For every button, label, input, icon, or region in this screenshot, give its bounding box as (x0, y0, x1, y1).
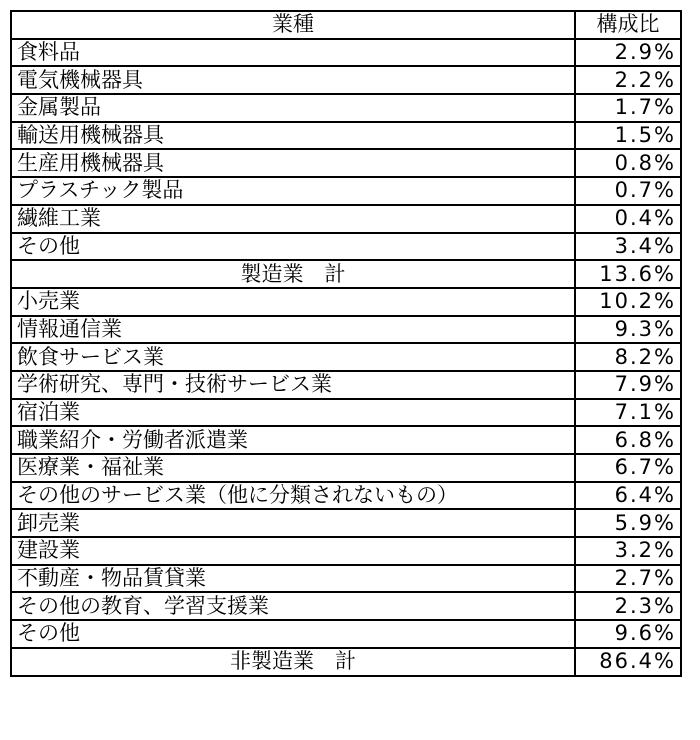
ratio-value: 6.4% (575, 482, 681, 510)
table-row (11, 288, 681, 316)
table-row (11, 205, 681, 233)
industry-name: その他の教育、学習支援業 (11, 592, 575, 620)
table-row (11, 399, 681, 427)
ratio-value: 5.9% (575, 509, 681, 537)
header-industry: 業種 (11, 11, 575, 39)
ratio-value: 7.1% (575, 399, 681, 427)
header-ratio: 構成比 (575, 11, 681, 39)
industry-name: 飲食サービス業 (11, 343, 575, 371)
subtotal-row (11, 260, 681, 288)
industry-name: その他 (11, 620, 575, 648)
table-row (11, 122, 681, 150)
ratio-value: 2.9% (575, 39, 681, 67)
table-row (11, 233, 681, 261)
table-row (11, 454, 681, 482)
subtotal-row (11, 648, 681, 676)
ratio-value: 10.2% (575, 288, 681, 316)
table-row (11, 620, 681, 648)
industry-ratio-table (10, 10, 682, 677)
table-row (11, 94, 681, 122)
table-row (11, 66, 681, 94)
ratio-value: 1.7% (575, 94, 681, 122)
industry-name: 製造業 計 (11, 260, 575, 288)
header-row (11, 11, 681, 39)
ratio-value: 0.4% (575, 205, 681, 233)
industry-name: 電気機械器具 (11, 66, 575, 94)
ratio-value: 2.2% (575, 66, 681, 94)
ratio-value: 6.7% (575, 454, 681, 482)
table-row (11, 39, 681, 67)
table-row (11, 343, 681, 371)
table-row (11, 509, 681, 537)
industry-name: 職業紹介・労働者派遣業 (11, 426, 575, 454)
table-row (11, 537, 681, 565)
ratio-value: 13.6% (575, 260, 681, 288)
industry-name: 不動産・物品賃貸業 (11, 565, 575, 593)
industry-name: その他 (11, 233, 575, 261)
ratio-value: 9.3% (575, 316, 681, 344)
industry-name: 非製造業 計 (11, 648, 575, 676)
ratio-value: 6.8% (575, 426, 681, 454)
ratio-value: 3.2% (575, 537, 681, 565)
industry-name: 小売業 (11, 288, 575, 316)
table-row (11, 316, 681, 344)
table-row (11, 565, 681, 593)
ratio-value: 0.7% (575, 177, 681, 205)
ratio-value: 0.8% (575, 149, 681, 177)
ratio-value: 3.4% (575, 233, 681, 261)
industry-name: 宿泊業 (11, 399, 575, 427)
industry-name: 卸売業 (11, 509, 575, 537)
industry-name: 輸送用機械器具 (11, 122, 575, 150)
industry-name: 金属製品 (11, 94, 575, 122)
industry-name: 情報通信業 (11, 316, 575, 344)
industry-name: 医療業・福祉業 (11, 454, 575, 482)
table-row (11, 426, 681, 454)
table-row (11, 371, 681, 399)
industry-name: 繊維工業 (11, 205, 575, 233)
ratio-value: 8.2% (575, 343, 681, 371)
industry-name: 生産用機械器具 (11, 149, 575, 177)
industry-name: その他のサービス業（他に分類されないもの） (11, 482, 575, 510)
table-row (11, 482, 681, 510)
industry-name: 食料品 (11, 39, 575, 67)
ratio-value: 9.6% (575, 620, 681, 648)
ratio-value: 7.9% (575, 371, 681, 399)
table-body (11, 39, 681, 676)
ratio-value: 2.3% (575, 592, 681, 620)
industry-name: 建設業 (11, 537, 575, 565)
industry-name: プラスチック製品 (11, 177, 575, 205)
table-row (11, 177, 681, 205)
ratio-value: 86.4% (575, 648, 681, 676)
ratio-value: 2.7% (575, 565, 681, 593)
industry-name: 学術研究、専門・技術サービス業 (11, 371, 575, 399)
table-row (11, 592, 681, 620)
table-row (11, 149, 681, 177)
ratio-value: 1.5% (575, 122, 681, 150)
